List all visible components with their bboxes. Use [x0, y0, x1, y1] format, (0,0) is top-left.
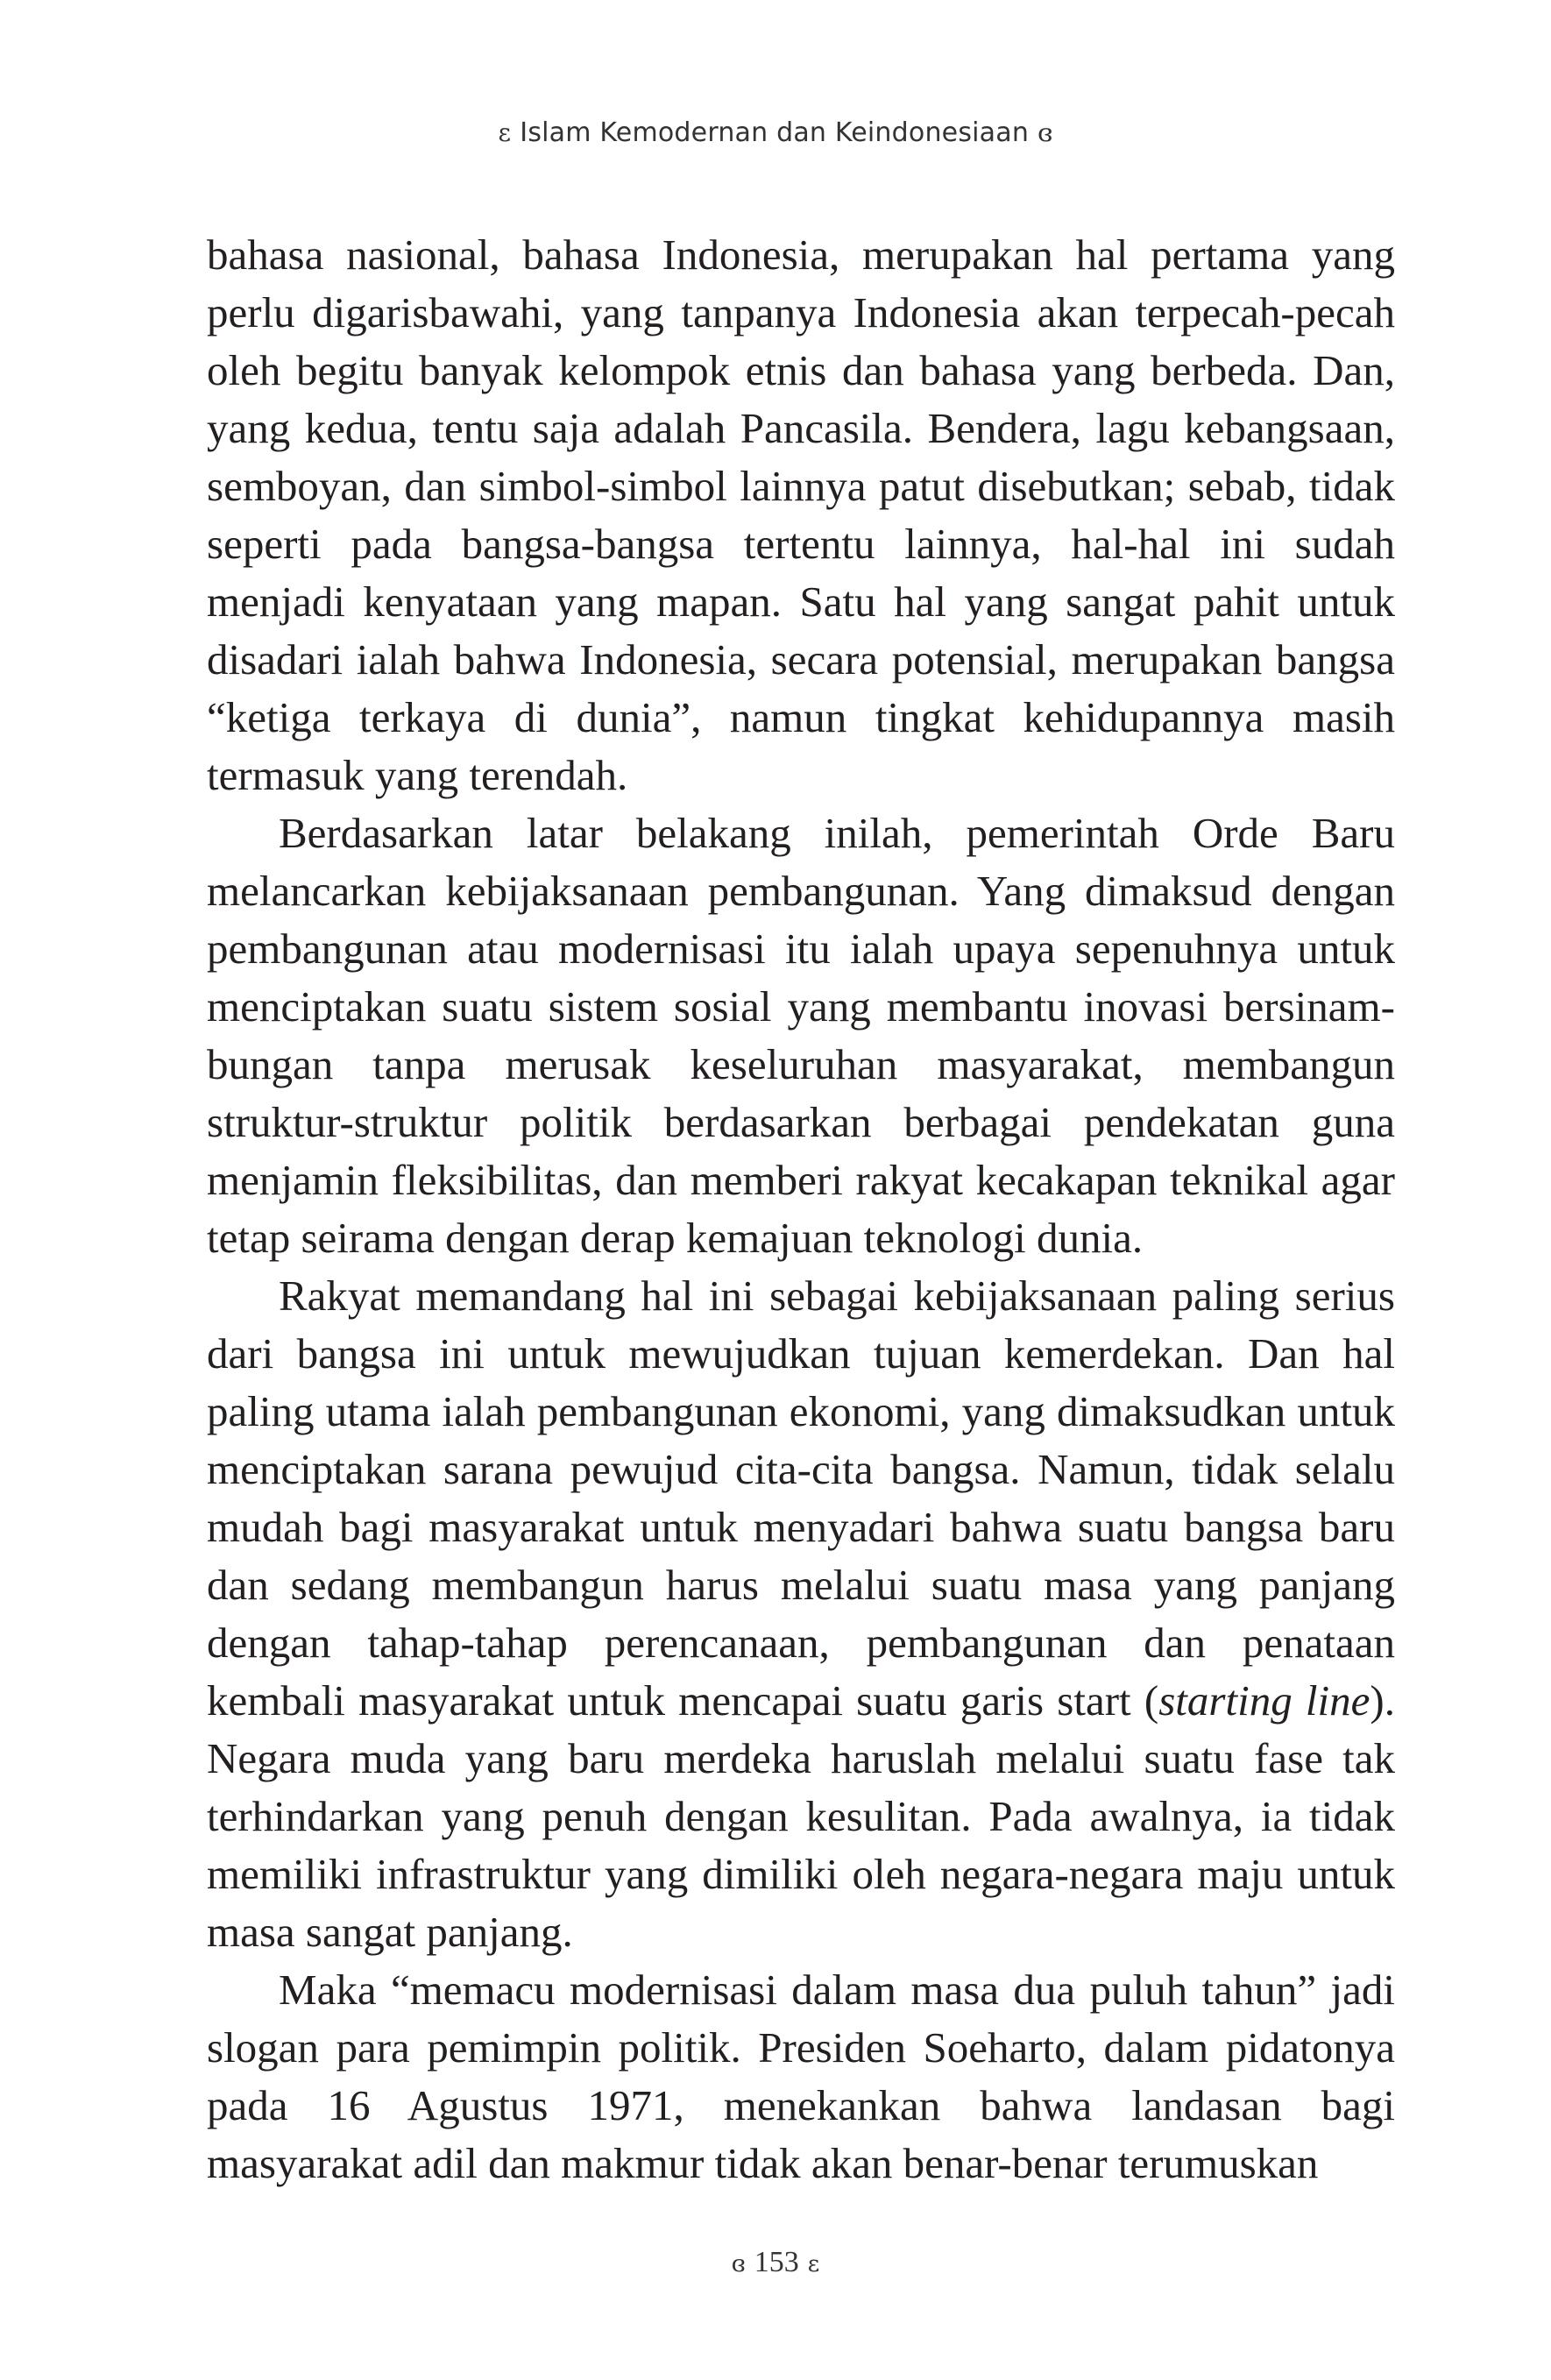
paragraph-text: Rakyat memandang hal ini sebagai kebijaksanaan paling serius dari bangsa ini untuk mewujudkan tujuan kemerdekan. Dan hal paling utama ialah pembangunan ekonomi, yang dimaksudkan untuk menciptakan sarana pewujud cita-cita bangsa. Namun, tidak selalu mudah bagi masyarakat untuk menyadari bahwa suatu bangsa baru dan sedang membangun harus melalui suatu masa yang panjang dengan tahap-tahap perencanaan, pembangunan dan penataan kembali masyarakat untuk mencapai suatu garis start ( — [207, 1271, 1395, 1725]
page-number: 153 — [754, 2246, 799, 2278]
page-footer — [0, 2246, 1551, 2279]
fleuron-left-icon: ɛ — [498, 118, 512, 147]
fleuron-right-icon: ɞ — [1038, 118, 1053, 147]
fleuron-left-icon: ɞ — [731, 2251, 746, 2277]
paragraph: bahasa nasional, bahasa Indonesia, merupakan hal pertama yang perlu digarisbawahi, yang tanpanya Indonesia akan terpecah-pecah oleh begitu banyak kelompok etnis dan bahasa yang berbeda. Dan, yang kedua, tentu saja adalah Pancasila. Bendera, lagu kebangsaan, semboyan, dan simbol-simbol lainnya patut disebutkan; sebab, tidak seperti pada bangsa-bangsa tertentu lainnya, hal-hal ini sudah menjadi kenyataan yang mapan. Satu hal yang sangat pahit untuk disadari ialah bahwa Indonesia, secara potensial, merupakan bangsa “ketiga terkaya di dunia”, namun tingkat kehidupannya masih termasuk yang terendah. — [207, 230, 1395, 799]
paragraph-text: ). Negara muda yang baru merdeka haruslah melalui suatu fase tak terhindarkan yang penuh dengan kesulitan. Pada awalnya, ia tidak memiliki infrastruktur yang dimiliki oleh negara-negara maju untuk masa sangat panjang. — [207, 1676, 1395, 1956]
running-header-title: Islam Kemodernan dan Keindonesiaan — [520, 117, 1030, 148]
paragraph: Berdasarkan latar belakang inilah, pemerintah Orde Baru melancarkan kebijaksanaan pembangunan. Yang dimaksud dengan pembangunan atau modernisasi itu ialah upaya sepenuhnya untuk menciptakan suatu sistem sosial yang membantu inovasi bersinambungan tanpa merusak keseluruhan masyarakat, membangun struktur-struktur politik berdasarkan berbagai pendekatan guna menjamin fleksibilitas, dan memberi rakyat kecakapan teknikal agar tetap seirama dengan derap kemajuan teknologi dunia. — [207, 809, 1395, 1262]
fleuron-right-icon: ɛ — [807, 2251, 820, 2277]
italic-term: starting line — [1158, 1676, 1370, 1725]
paragraph — [207, 1267, 1395, 1961]
body-text — [207, 226, 1395, 2192]
running-header — [0, 117, 1551, 148]
paragraph: Maka “memacu modernisasi dalam masa dua puluh tahun” jadi slogan para pemimpin politik. Presiden Soeharto, dalam pidatonya pada 16 Agustus 1971, menekankan bahwa landasan bagi masyarakat adil dan makmur tidak akan benar-benar terumuskan — [207, 1966, 1395, 2187]
